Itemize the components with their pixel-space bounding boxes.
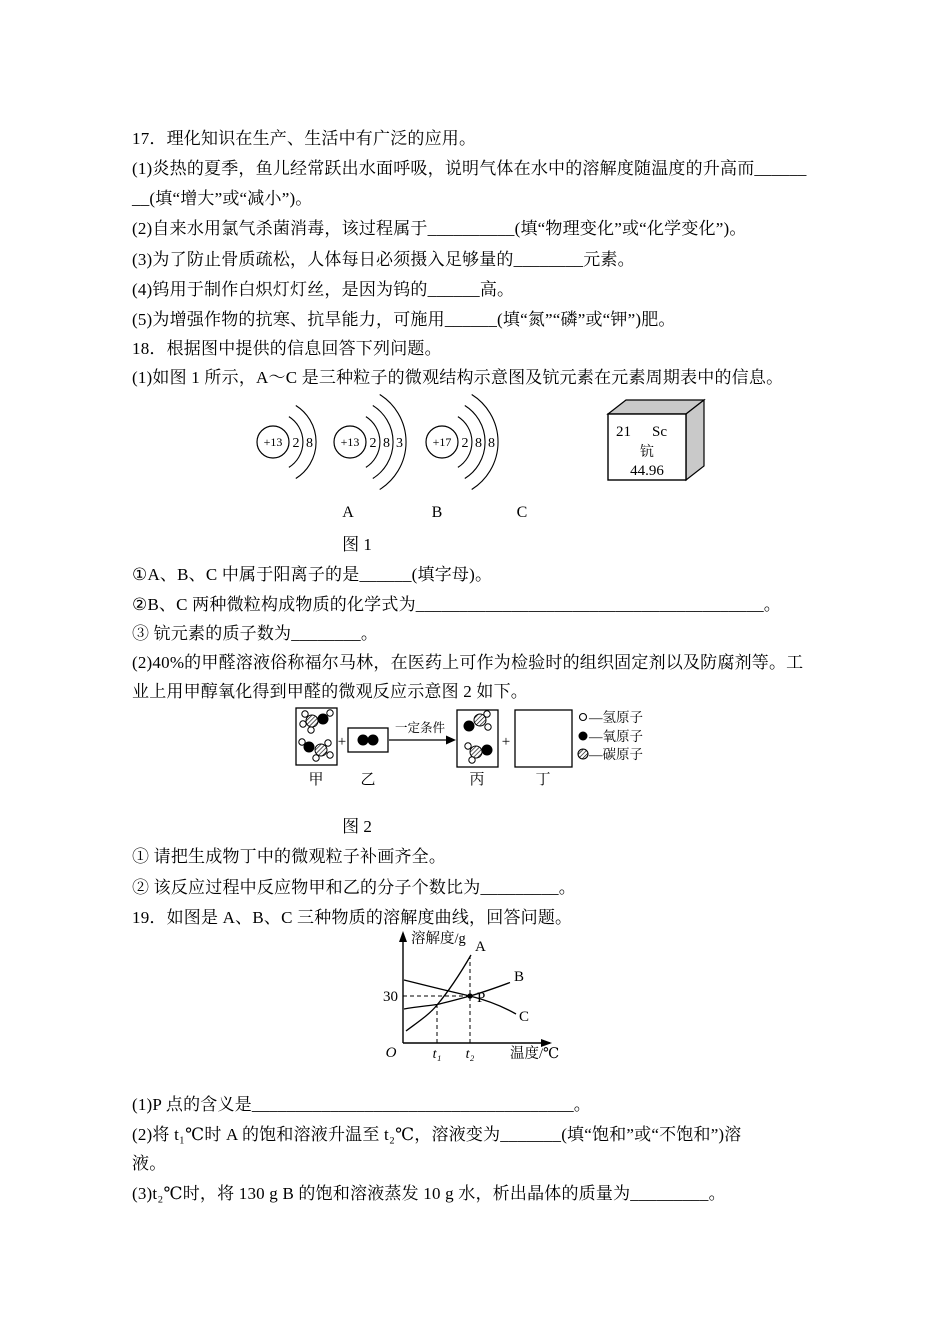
- figure1-caption: 图 1: [342, 535, 372, 554]
- atom-c-shell3-count: 8: [488, 436, 495, 451]
- reactant-jia-box: [296, 708, 337, 765]
- arrow-head-icon: [446, 736, 456, 745]
- atom-c-label: C: [516, 504, 528, 521]
- element-atomic-number: 21: [616, 424, 631, 440]
- y-axis-label: 溶解度/g: [411, 931, 466, 947]
- oxygen-atom-icon: [318, 714, 329, 725]
- legend-oxygen-label: —氧原子: [589, 729, 643, 744]
- q17-part4: (4)钨用于制作白炽灯灯丝，是因为钨的______高。: [132, 280, 515, 299]
- figure1-atomic-structures: [230, 392, 720, 527]
- q17-part5: (5)为增强作物的抗寒、抗旱能力，可施用______(填“氮”“磷”或“钾”)肥。: [132, 310, 676, 329]
- q17-part1-line2: __(填“增大”或“减小”)。: [132, 189, 313, 208]
- q19-title: 19．如图是 A、B、C 三种物质的溶解度曲线，回答问题。: [132, 908, 573, 927]
- q18-part2-sub2: ② 该反应过程中反应物甲和乙的分子个数比为_________。: [132, 878, 576, 897]
- curve-c-label: C: [519, 1009, 530, 1025]
- carbon-atom-icon: [306, 715, 318, 727]
- element-symbol: Sc: [652, 424, 667, 440]
- legend-carbon-label: —碳原子: [589, 747, 643, 762]
- atom-a-shell2-count: 8: [306, 436, 313, 451]
- box-label-yi: 乙: [360, 772, 376, 788]
- x-axis-label: 温度/℃: [510, 1046, 560, 1062]
- carbon-atom-icon: [578, 749, 588, 759]
- q18-part2-line2: 业上用甲醇氧化得到甲醛的微观反应示意图 2 如下。: [132, 682, 528, 701]
- atom-c-shell2-count: 8: [475, 436, 482, 451]
- atom-b-label: B: [431, 504, 443, 521]
- plus-sign-2: +: [501, 734, 511, 750]
- atom-b-diagram: [334, 395, 442, 522]
- curve-a: [406, 955, 471, 1031]
- atom-b-shell2-count: 8: [383, 436, 390, 451]
- atom-b-nucleus: +13: [340, 435, 360, 449]
- oxygen-atom-icon: [579, 732, 588, 741]
- scandium-element-cell: [608, 400, 704, 480]
- plus-sign-1: +: [337, 734, 347, 750]
- condition-label: 一定条件: [394, 721, 446, 735]
- cube-side-face: [686, 400, 704, 480]
- curve-a-label: A: [475, 939, 486, 955]
- q18-part2-line1: (2)40%的甲醛溶液俗称福尔马林，在医药上可作为检验时的组织固定剂以及防腐剂等。工: [132, 653, 804, 672]
- q17-title: 17．理化知识在生产、生活中有广泛的应用。: [132, 129, 477, 148]
- q19-part3: (3)t₂℃时，将 130 g B 的饱和溶液蒸发 10 g 水，析出晶体的质量为_________。: [132, 1184, 726, 1203]
- point-p-label: P: [477, 990, 486, 1006]
- atom-a-shell1-count: 2: [292, 436, 300, 451]
- point-p-dot: [467, 993, 472, 998]
- q18-title: 18．根据图中提供的信息回答下列问题。: [132, 339, 442, 358]
- y-tick-30: 30: [383, 989, 398, 1005]
- curve-c: [404, 980, 516, 1014]
- atom-c-nucleus: +17: [432, 435, 452, 449]
- x-tick-t1: t₁: [432, 1047, 442, 1062]
- q17-part2: (2)自来水用氯气杀菌消毒，该过程属于__________(填“物理变化”或“化学变化”)。: [132, 219, 747, 238]
- atom-a-nucleus: +13: [263, 435, 283, 449]
- element-mass: 44.96: [630, 463, 664, 479]
- q18-part1-sub1: ①A、B、C 中属于阳离子的是______(填字母)。: [132, 565, 493, 584]
- y-axis-arrow-icon: [399, 931, 407, 942]
- x-tick-t2: t₂: [465, 1047, 475, 1062]
- atom-b-shell1-count: 2: [369, 436, 377, 451]
- q18-part2-sub1: ① 请把生成物丁中的微观粒子补画齐全。: [132, 847, 447, 866]
- q18-part1-sub3: ③ 钪元素的质子数为________。: [132, 624, 379, 643]
- product-bing-box: [457, 710, 498, 767]
- atom-c-shell1-count: 2: [461, 436, 469, 451]
- origin-label: O: [385, 1045, 397, 1061]
- q18-part1-intro: (1)如图 1 所示，A～C 是三种粒子的微观结构示意图及钪元素在元素周期表中的信息。: [132, 368, 784, 387]
- hydrogen-atom-icon: [580, 714, 587, 721]
- atom-b-shell3-count: 3: [396, 436, 403, 451]
- curve-b-label: B: [514, 969, 525, 985]
- atom-a-diagram: [257, 406, 354, 522]
- atom-c-diagram: [426, 395, 527, 522]
- q17-part3: (3)为了防止骨质疏松，人体每日必须摄入足够量的________元素。: [132, 250, 635, 269]
- box-label-ding: 丁: [535, 772, 551, 788]
- atom-legend: [578, 710, 643, 762]
- element-name: 钪: [640, 445, 654, 460]
- box-label-jia: 甲: [308, 772, 324, 788]
- reactant-yi-box: [348, 728, 388, 752]
- q18-part1-sub2: ②B、C 两种微粒构成物质的化学式为________________________________________。: [132, 595, 781, 614]
- solubility-curve-chart: [360, 928, 595, 1070]
- q19-part2-line2: 液。: [132, 1154, 167, 1173]
- q17-part1-line1: (1)炎热的夏季，鱼儿经常跃出水面呼吸，说明气体在水中的溶解度随温度的升高而______: [132, 159, 807, 178]
- reaction-condition-arrow: [389, 720, 456, 745]
- legend-hydrogen-label: —氢原子: [589, 710, 643, 725]
- figure2-caption: 图 2: [342, 817, 372, 836]
- atom-a-label: A: [342, 504, 354, 521]
- product-ding-empty-box: [515, 710, 572, 767]
- figure2-reaction-diagram: [280, 700, 680, 792]
- box-label-bing: 丙: [469, 772, 485, 788]
- q19-part2-line1: (2)将 t₁℃时 A 的饱和溶液升温至 t₂℃，溶液变为_______(填“饱和”或“不饱和”)溶: [132, 1125, 742, 1144]
- q19-part1: (1)P 点的含义是_____________________________________。: [132, 1095, 591, 1114]
